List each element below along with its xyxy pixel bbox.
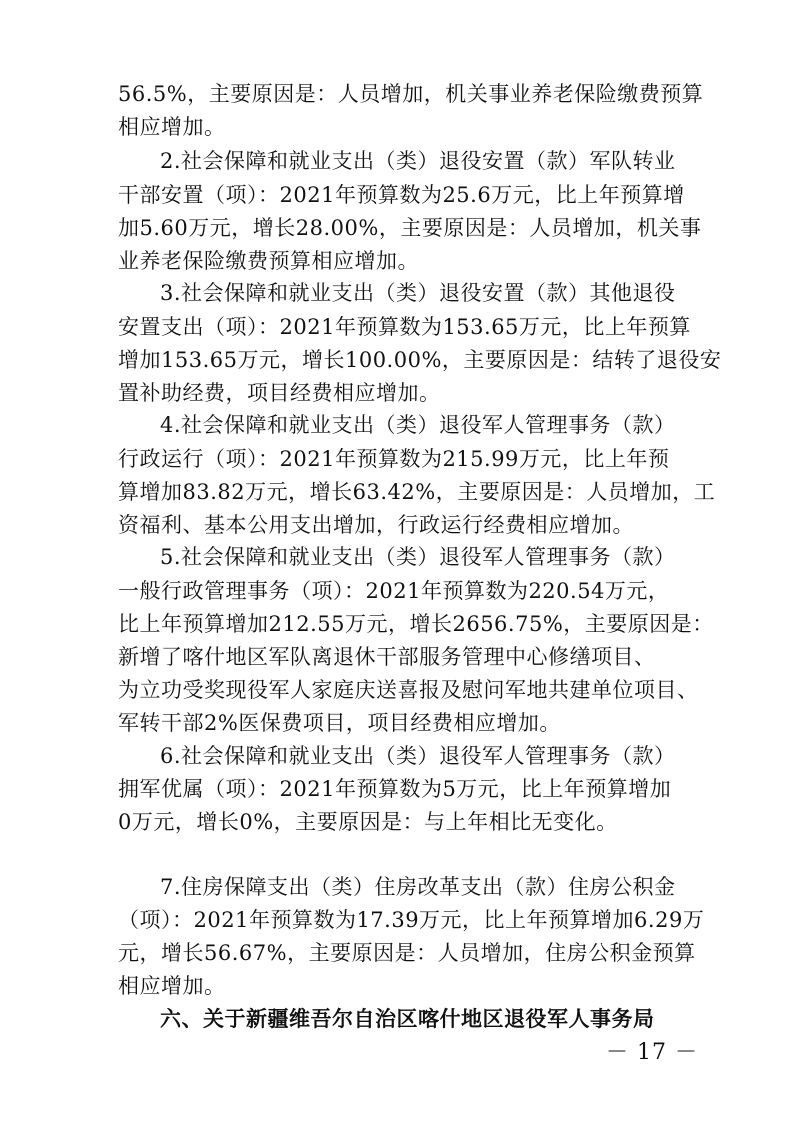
paragraph-line: 新增了喀什地区军队离退休干部服务管理中心修缮项目、 <box>118 645 656 669</box>
paragraph-line: （项）：2021年预算数为17.39万元，比上年预算增加6.29万 <box>118 908 705 932</box>
paragraph-line: 一般行政管理事务（项）：2021年预算数为220.54万元， <box>118 579 670 603</box>
paragraph-line: 0万元，增长0%，主要原因是：与上年相比无变化。 <box>118 810 618 834</box>
paragraph-line: 军转干部2%医保费项目，项目经费相应增加。 <box>118 711 561 735</box>
paragraph-line: 相应增加。 <box>118 115 226 139</box>
paragraph-line: 为立功受奖现役军人家庭庆送喜报及慰问军地共建单位项目、 <box>118 678 699 702</box>
paragraph-line: 2.社会保障和就业支出（类）退役安置（款）军队转业 <box>160 149 676 173</box>
paragraph-line: 干部安置（项）：2021年预算数为25.6万元，比上年预算增 <box>118 183 685 207</box>
paragraph-line: 增加153.65万元，增长100.00%，主要原因是：结转了退役安 <box>118 348 722 372</box>
paragraph-line: 元，增长56.67%，主要原因是：人员增加，住房公积金预算 <box>118 941 696 965</box>
paragraph-line: 56.5%，主要原因是：人员增加，机关事业养老保险缴费预算 <box>118 82 704 106</box>
paragraph-line: 6.社会保障和就业支出（类）退役军人管理事务（款） <box>160 744 676 768</box>
paragraph-line: 置补助经费，项目经费相应增加。 <box>118 381 441 405</box>
paragraph-line: 3.社会保障和就业支出（类）退役安置（款）其他退役 <box>160 281 676 305</box>
paragraph-line: 5.社会保障和就业支出（类）退役军人管理事务（款） <box>160 545 676 569</box>
paragraph-line: 资福利、基本公用支出增加，行政运行经费相应增加。 <box>118 513 634 537</box>
paragraph-line: 7.住房保障支出（类）住房改革支出（款）住房公积金 <box>160 875 676 899</box>
paragraph-line: 安置支出（项）：2021年预算数为153.65万元，比上年预算 <box>118 315 691 339</box>
paragraph-line: 业养老保险缴费预算相应增加。 <box>118 249 419 273</box>
paragraph-line: 加5.60万元，增长28.00%，主要原因是：人员增加，机关事 <box>118 216 702 240</box>
paragraph-line: 4.社会保障和就业支出（类）退役军人管理事务（款） <box>160 413 676 437</box>
paragraph-line: 行政运行（项）：2021年预算数为215.99万元，比上年预 <box>118 447 670 471</box>
page-number: － 17 － <box>606 1040 698 1065</box>
paragraph-line: 拥军优属（项）：2021年预算数为5万元，比上年预算增加 <box>118 777 672 801</box>
paragraph-line: 相应增加。 <box>118 974 226 998</box>
section-heading: 六、关于新疆维吾尔自治区喀什地区退役军人事务局 <box>160 1007 655 1031</box>
paragraph-line: 比上年预算增加212.55万元，增长2656.75%，主要原因是： <box>118 612 714 636</box>
paragraph-line: 算增加83.82万元，增长63.42%，主要原因是：人员增加，工 <box>118 480 716 504</box>
